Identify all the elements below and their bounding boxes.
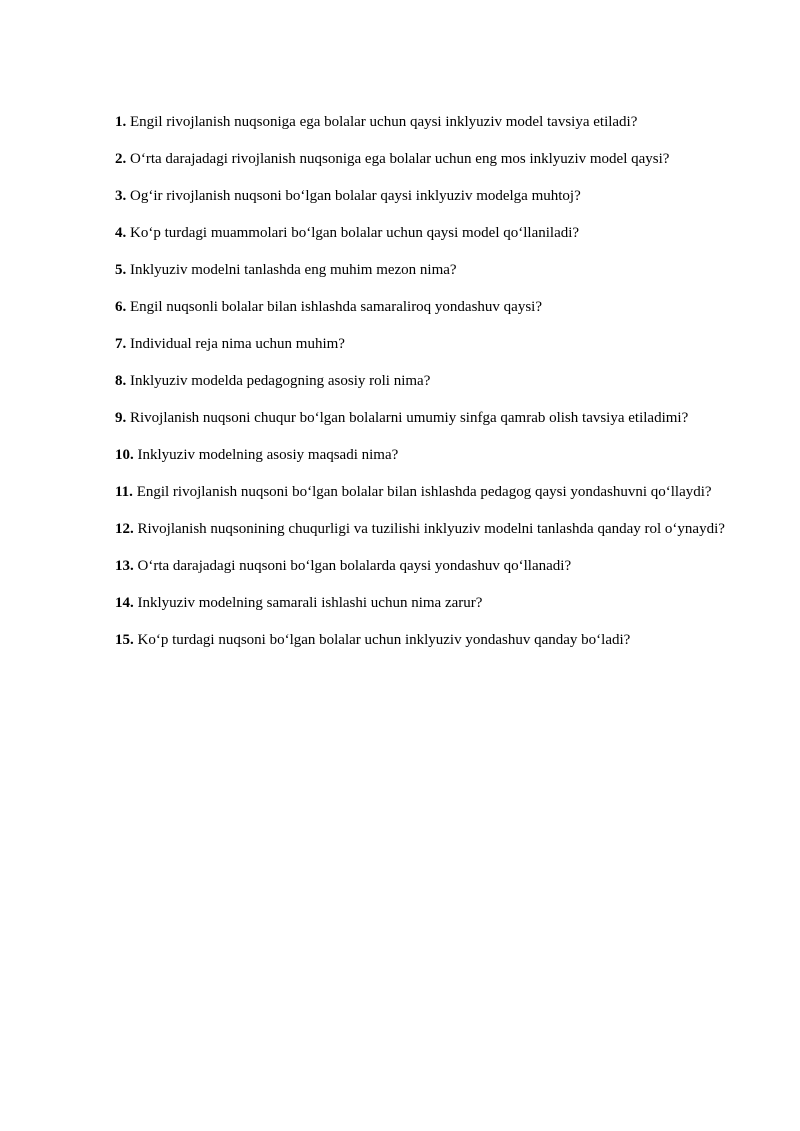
question-text: Engil rivojlanish nuqsoni bo‘lgan bolalar bilan ishlashda pedagog qaysi yondashuvni qo‘llaydi?: [132, 484, 712, 500]
question-number: 5.: [115, 262, 127, 278]
question-number: 2.: [115, 151, 127, 167]
question-text: Og‘ir rivojlanish nuqsoni bo‘lgan bolalar qaysi inklyuziv modelga muhtoj?: [126, 188, 581, 204]
question-text: Engil nuqsonli bolalar bilan ishlashda samaraliroq yondashuv qaysi?: [126, 299, 543, 315]
question-text: Rivojlanish nuqsonining chuqurligi va tuzilishi inklyuziv modelni tanlashda qanday rol o‘ynaydi?: [133, 521, 725, 537]
question-text: Engil rivojlanish nuqsoniga ega bolalar uchun qaysi inklyuziv model tavsiya etiladi?: [126, 114, 638, 130]
question-number: 4.: [115, 225, 127, 241]
question-item: [115, 113, 745, 132]
question-item: [115, 187, 745, 206]
question-text: Inklyuziv modelni tanlashda eng muhim mezon nima?: [126, 262, 457, 278]
question-item: [115, 594, 745, 613]
question-number: 13.: [115, 558, 134, 574]
question-item: [115, 298, 745, 317]
question-item: [115, 409, 745, 428]
question-number: 3.: [115, 188, 127, 204]
question-item: [115, 483, 745, 502]
question-text: O‘rta darajadagi nuqsoni bo‘lgan bolalarda qaysi yondashuv qo‘llanadi?: [133, 558, 572, 574]
question-number: 1.: [115, 114, 127, 130]
question-number: 8.: [115, 373, 127, 389]
question-number: 11.: [115, 484, 133, 500]
question-text: Inklyuziv modelning samarali ishlashi uchun nima zarur?: [133, 595, 483, 611]
question-number: 12.: [115, 521, 134, 537]
question-number: 15.: [115, 632, 134, 648]
question-item: [115, 224, 745, 243]
question-item: [115, 557, 745, 576]
question-number: 9.: [115, 410, 127, 426]
question-text: Inklyuziv modelda pedagogning asosiy roli nima?: [126, 373, 431, 389]
question-item: [115, 372, 745, 391]
question-text: Inklyuziv modelning asosiy maqsadi nima?: [133, 447, 399, 463]
question-item: [115, 446, 745, 465]
question-text: Individual reja nima uchun muhim?: [126, 336, 345, 352]
question-number: 14.: [115, 595, 134, 611]
question-list: [115, 113, 745, 668]
question-item: [115, 261, 745, 280]
question-text: O‘rta darajadagi rivojlanish nuqsoniga ega bolalar uchun eng mos inklyuziv model qaysi?: [126, 151, 670, 167]
question-text: Rivojlanish nuqsoni chuqur bo‘lgan bolalarni umumiy sinfga qamrab olish tavsiya etiladimi?: [126, 410, 689, 426]
question-item: [115, 520, 745, 539]
question-number: 10.: [115, 447, 134, 463]
question-number: 7.: [115, 336, 127, 352]
question-number: 6.: [115, 299, 127, 315]
question-item: [115, 335, 745, 354]
question-text: Ko‘p turdagi nuqsoni bo‘lgan bolalar uchun inklyuziv yondashuv qanday bo‘ladi?: [133, 632, 631, 648]
question-text: Ko‘p turdagi muammolari bo‘lgan bolalar uchun qaysi model qo‘llaniladi?: [126, 225, 580, 241]
question-item: [115, 150, 745, 169]
question-item: [115, 631, 745, 650]
